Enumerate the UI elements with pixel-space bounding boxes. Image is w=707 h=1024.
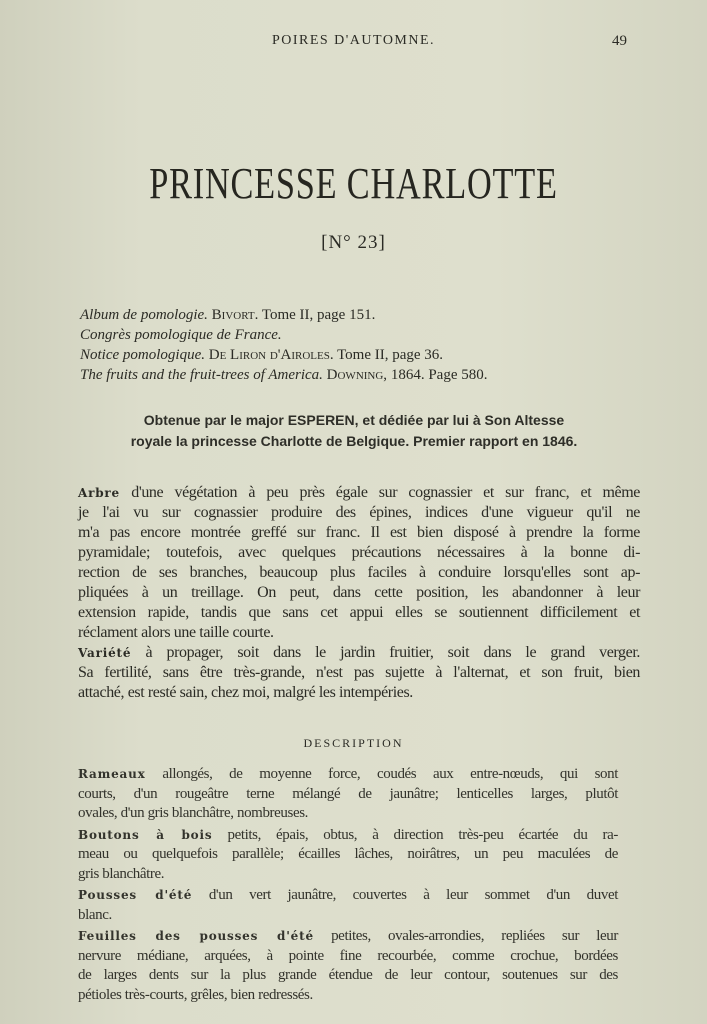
- body-text: [78, 483, 640, 703]
- reference-work: Album de pomologie.: [80, 307, 208, 323]
- paragraph: [78, 886, 618, 925]
- text-line: je l'ai vu sur cognassier produire des épines, indices d'une vigueur qu'il ne: [78, 504, 640, 521]
- reference-details: Tome II, page 36.: [337, 347, 444, 363]
- reference-author: De Liron d'Airoles.: [208, 347, 334, 363]
- reference-item: [80, 325, 640, 345]
- reference-work: Notice pomologique.: [80, 347, 205, 363]
- reference-work: Congrès pomologique de France.: [80, 327, 282, 343]
- paragraph: [78, 643, 640, 703]
- paragraph-lead: Pousses d'été: [78, 888, 193, 902]
- text-line: [78, 886, 618, 906]
- reference-item: [80, 365, 640, 385]
- text-line: [78, 483, 640, 503]
- paragraph-lead: Arbre: [78, 486, 120, 500]
- references: [80, 305, 640, 385]
- intro-paragraph: [66, 410, 642, 452]
- paragraph-lead: Boutons à bois: [78, 827, 213, 842]
- line-text: allongés, de moyenne force, coudés aux entre-nœuds, qui sont: [145, 766, 618, 782]
- paragraph: [78, 765, 618, 824]
- text-line: de larges dents sur la plus grande étendue de leur contour, soutenues sur des: [78, 967, 618, 983]
- line-text: petits, épais, obtus, à direction très-peu écartée du ra-: [212, 826, 618, 843]
- text-line: rection de ses branches, beaucoup plus faciles à conduire lorsqu'elles sont ap-: [78, 564, 640, 581]
- text-line: Sa fertilité, sans être très-grande, n'est pas sujette à l'alternat, et son fruit, bien: [78, 664, 640, 681]
- variety-number: [N° 23]: [321, 232, 386, 253]
- paragraph-lead: Rameaux: [78, 767, 146, 781]
- text-line: blanc.: [78, 906, 112, 923]
- text-line: [78, 826, 618, 846]
- reference-author: Downing,: [326, 367, 388, 383]
- text-line: nervure médiane, arquées, à pointe fine recourbée, comme crochue, bordées: [78, 947, 618, 964]
- reference-work: The fruits and the fruit-trees of America.: [80, 367, 323, 383]
- intro-line: royale la princesse Charlotte de Belgique. Premier rapport en 1846.: [130, 433, 578, 449]
- reference-details: 1864. Page 580.: [390, 367, 488, 383]
- line-text: petites, ovales-arrondies, repliées sur leur: [313, 928, 618, 944]
- paragraph: [78, 826, 618, 885]
- text-line: [78, 643, 640, 663]
- line-text: d'un vert jaunâtre, couvertes à leur sommet d'un duvet: [192, 887, 618, 903]
- text-line: réclament alors une taille courte.: [78, 624, 274, 641]
- text-line: pétioles très-courts, grêles, bien redressés.: [78, 986, 313, 1003]
- reference-item: [80, 305, 640, 325]
- text-line: attaché, est resté sain, chez moi, malgré les intempéries.: [78, 684, 413, 701]
- text-line: meau ou quelquefois parallèle; écailles lâches, noirâtres, un peu maculées de: [78, 846, 618, 862]
- line-text: d'une végétation à peu près égale sur cognassier et sur franc, et même: [119, 484, 640, 501]
- running-head: POIRES D'AUTOMNE.: [271, 33, 436, 48]
- page-number: 49: [612, 33, 627, 49]
- text-line: [78, 765, 618, 785]
- text-line: gris blanchâtre.: [78, 865, 165, 882]
- intro-line: Obtenue par le major ESPEREN, et dédiée par lui à Son Altesse: [143, 412, 565, 428]
- text-line: ovales, d'un gris blanchâtre, nombreuses.: [78, 805, 308, 821]
- text-line: pliquées à un treillage. On peut, dans cette position, les abandonner à leur: [78, 584, 640, 601]
- paragraph-lead: Feuilles des pousses d'été: [78, 929, 314, 943]
- line-text: à propager, soit dans le jardin fruitier, soit dans le grand verger.: [131, 644, 640, 661]
- paragraph-lead: Variété: [78, 646, 132, 660]
- page-title: PRINCESSE CHARLOTTE: [149, 159, 558, 208]
- text-line: extension rapide, tandis que sans cet appui elles se soutiennent difficilement et: [78, 604, 640, 621]
- reference-details: Tome II, page 151.: [261, 307, 376, 323]
- reference-author: Bivort.: [211, 307, 259, 323]
- description-text: [78, 765, 618, 1007]
- paragraph: [78, 927, 618, 1005]
- text-line: pyramidale; toutefois, avec quelques précautions nécessaires à la bonne di-: [78, 544, 640, 561]
- text-line: courts, d'un rougeâtre terne mélangé de jaunâtre; lenticelles larges, plutôt: [78, 785, 618, 802]
- description-heading: DESCRIPTION: [303, 736, 404, 750]
- paragraph: [78, 483, 640, 643]
- reference-item: [80, 345, 640, 365]
- text-line: [78, 927, 618, 947]
- text-line: m'a pas encore montrée greffé sur franc. Il est bien disposé à prendre la forme: [78, 524, 640, 541]
